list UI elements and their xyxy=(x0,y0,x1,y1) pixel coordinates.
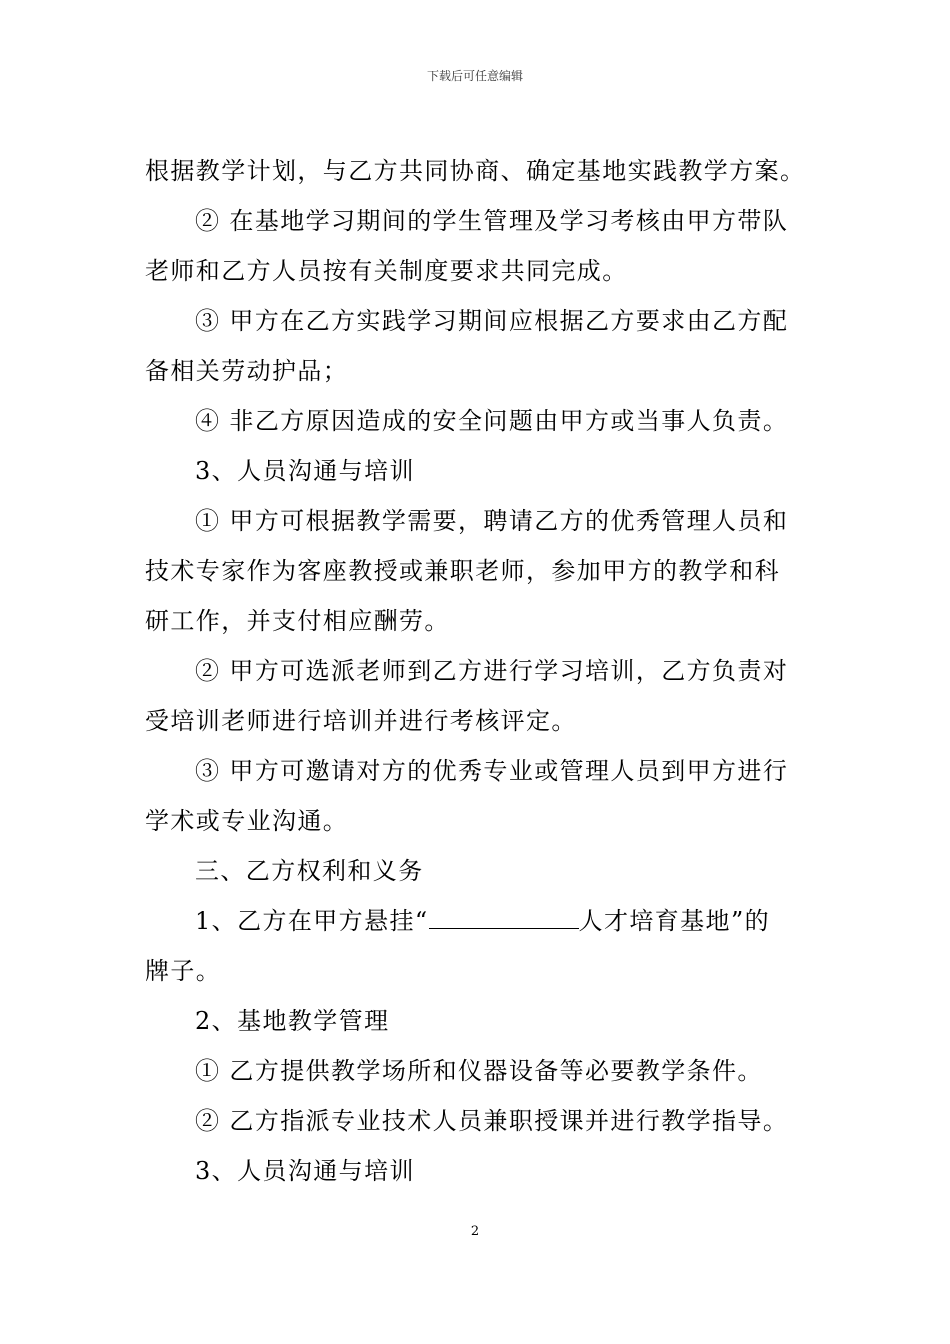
paragraph-line: 受培训老师进行培训并进行考核评定。 xyxy=(145,707,577,735)
paragraph-line: 研工作，并支付相应酬劳。 xyxy=(145,607,450,635)
section-heading: 3、人员沟通与培训 xyxy=(195,457,415,485)
paragraph-line: ② 在基地学习期间的学生管理及学习考核由甲方带队 xyxy=(195,207,789,235)
section-heading: 3、人员沟通与培训 xyxy=(195,1157,415,1185)
paragraph-line: ③ 甲方可邀请对方的优秀专业或管理人员到甲方进行 xyxy=(195,757,789,785)
paragraph-line: ④ 非乙方原因造成的安全问题由甲方或当事人负责。 xyxy=(195,407,789,435)
paragraph-line: 牌子。 xyxy=(145,957,222,985)
paragraph-line: ② 乙方指派专业技术人员兼职授课并进行教学指导。 xyxy=(195,1107,789,1135)
sign-text-before: 1、乙方在甲方悬挂“ xyxy=(195,907,429,935)
paragraph-line: ② 甲方可选派老师到乙方进行学习培训，乙方负责对 xyxy=(195,657,789,685)
paragraph-line: ① 乙方提供教学场所和仪器设备等必要教学条件。 xyxy=(195,1057,763,1085)
paragraph-line: 老师和乙方人员按有关制度要求共同完成。 xyxy=(145,257,628,285)
section-heading: 2、基地教学管理 xyxy=(195,1007,390,1035)
fill-in-blank xyxy=(429,908,579,929)
paragraph-line: 学术或专业沟通。 xyxy=(145,807,349,835)
page-header: 下载后可任意编辑 xyxy=(426,69,523,83)
paragraph-line: ① 甲方可根据教学需要，聘请乙方的优秀管理人员和 xyxy=(195,507,789,535)
paragraph-line: 根据教学计划，与乙方共同协商、确定基地实践教学方案。 xyxy=(145,157,806,185)
paragraph-line-with-blank xyxy=(195,906,770,936)
page-number: 2 xyxy=(470,1224,480,1239)
sign-text-after: 人才培育基地”的 xyxy=(578,907,771,935)
paragraph-line: ③ 甲方在乙方实践学习期间应根据乙方要求由乙方配 xyxy=(195,307,789,335)
paragraph-line: 备相关劳动护品； xyxy=(145,357,349,385)
section-heading: 三、乙方权利和义务 xyxy=(195,857,424,885)
paragraph-line: 技术专家作为客座教授或兼职老师，参加甲方的教学和科 xyxy=(145,557,780,585)
